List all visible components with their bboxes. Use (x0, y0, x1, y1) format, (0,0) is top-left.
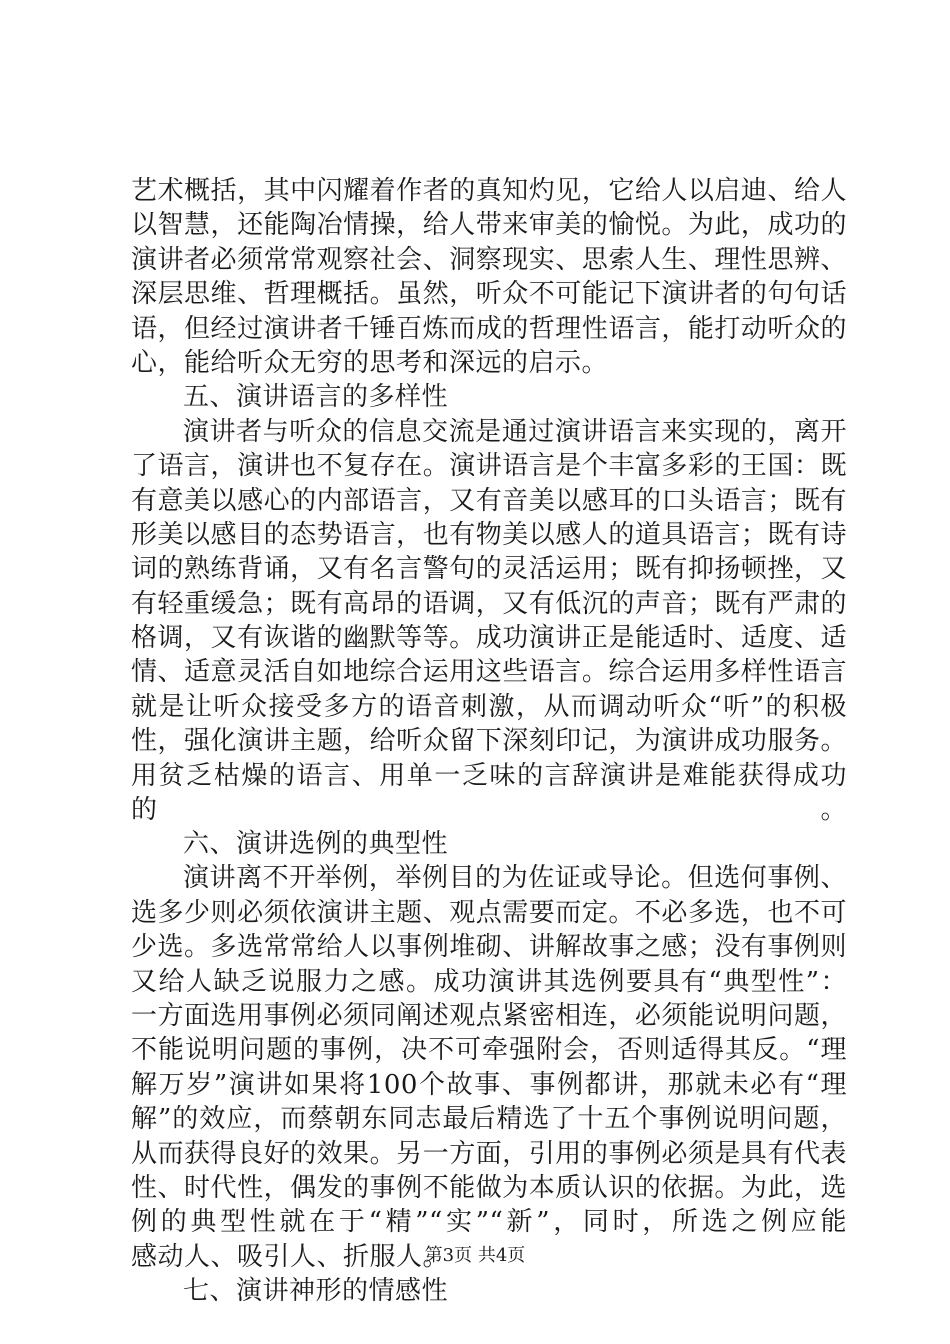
text-line: 一方面选用事例必须同阐述观点紧密相连，必须能说明问题， (131, 1000, 847, 1031)
section-heading-7: 七、演讲神形的情感性 (183, 1276, 449, 1307)
text-line: 了语言，演讲也不复存在。演讲语言是个丰富多彩的王国：既 (131, 451, 847, 482)
page-indicator: 第3页 共4页 (424, 1245, 526, 1266)
document-body (131, 174, 847, 1309)
text-line: 深层思维、哲理概括。虽然，听众不可能记下演讲者的句句话 (131, 279, 847, 310)
text-line: 解万岁”演讲如果将100个故事、事例都讲，那就未必有“理 (131, 1069, 847, 1100)
text-line: 感动人、吸引人、折服人。 (131, 1241, 450, 1272)
text-line: 从而获得良好的效果。另一方面，引用的事例必须是具有代表 (131, 1138, 847, 1169)
text-line: 词的熟练背诵，又有名言警句的灵活运用；既有抑扬顿挫，又 (131, 554, 847, 585)
text-line: 格调，又有诙谐的幽默等等。成功演讲正是能适时、适度、适 (131, 623, 847, 654)
text-line: 性，强化演讲主题，给听众留下深刻印记，为演讲成功服务。 (131, 726, 847, 757)
text-line: 有意美以感心的内部语言，又有音美以感耳的口头语言；既有 (131, 485, 847, 516)
text-line: 性、时代性，偶发的事例不能做为本质认识的依据。为此，选 (131, 1172, 847, 1203)
text-line: 心，能给听众无穷的思考和深远的启示。 (131, 347, 609, 378)
text-line: 有轻重缓急；既有高昂的语调，又有低沉的声音；既有严肃的 (131, 588, 847, 619)
text-line: 演讲离不开举例，举例目的为佐证或导论。但选何事例、 (183, 863, 847, 894)
text-line: 演讲者与听众的信息交流是通过演讲语言来实现的，离开 (183, 416, 847, 447)
text-line: 解”的效应，而蔡朝东同志最后精选了十五个事例说明问题， (131, 1104, 847, 1135)
text-line: 用贫乏枯燥的语言、用单一乏味的言辞演讲是难能获得成功的。 (131, 760, 847, 826)
text-line: 例的典型性就在于“精”“实”“新”，同时，所选之例应能 (131, 1207, 847, 1238)
text-line: 语，但经过演讲者千锤百炼而成的哲理性语言，能打动听众的 (131, 313, 847, 344)
text-line: 又给人缺乏说服力之感。成功演讲其选例要具有“典型性”： (131, 966, 847, 997)
text-line: 演讲者必须常常观察社会、洞察现实、思索人生、理性思辨、 (131, 244, 847, 275)
text-line: 选多少则必须依演讲主题、观点需要而定。不必多选，也不可 (131, 897, 847, 928)
text-line: 艺术概括，其中闪耀着作者的真知灼见，它给人以启迪、给人 (131, 176, 847, 206)
text-line: 少选。多选常常给人以事例堆砌、讲解故事之感；没有事例则 (131, 932, 847, 963)
section-heading-6: 六、演讲选例的典型性 (183, 829, 449, 860)
text-line: 以智慧，还能陶冶情操，给人带来审美的愉悦。为此，成功的 (131, 210, 847, 241)
text-line: 不能说明问题的事例，决不可牵强附会，否则适得其反。“理 (131, 1035, 847, 1066)
text-line: 形美以感目的态势语言，也有物美以感人的道具语言；既有诗 (131, 519, 847, 550)
text-line: 情、适意灵活自如地综合运用这些语言。综合运用多样性语言 (131, 657, 847, 688)
section-heading-5: 五、演讲语言的多样性 (183, 382, 449, 413)
page-footer (0, 1244, 950, 1268)
text-line: 就是让听众接受多方的语音刺激，从而调动听众“听”的积极 (131, 691, 847, 722)
